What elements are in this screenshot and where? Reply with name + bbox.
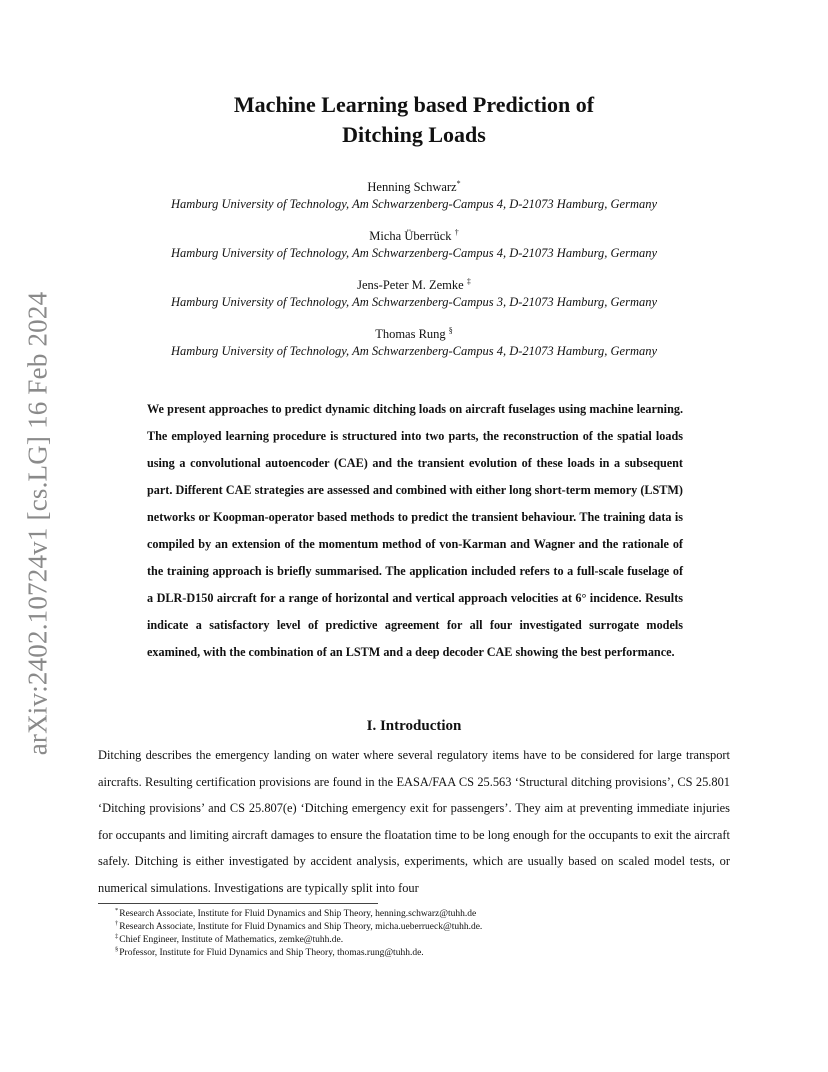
- footnote: [115, 934, 715, 947]
- author-footnote-mark: †: [454, 227, 459, 237]
- author-block: [0, 325, 828, 374]
- author-name: Thomas Rung: [375, 327, 446, 341]
- footnotes: [115, 908, 715, 960]
- footnote-text: Research Associate, Institute for Fluid Dynamics and Ship Theory, micha.ueberrueck@tuhh.de.: [119, 922, 483, 932]
- author-affiliation: Hamburg University of Technology, Am Schwarzenberg-Campus 4, D-21073 Hamburg, Germany: [170, 344, 658, 358]
- author-block: [0, 227, 828, 276]
- author-name: Henning Schwarz: [367, 180, 457, 194]
- author-list: [0, 178, 828, 374]
- author-block: [0, 178, 828, 227]
- footnote: [115, 908, 715, 921]
- author-footnote-mark: *: [456, 178, 461, 188]
- footnote-mark: ‡: [115, 932, 119, 940]
- footnote-mark: §: [115, 945, 119, 953]
- title-line-2: Ditching Loads: [342, 122, 486, 147]
- author-footnote-mark: §: [448, 325, 453, 335]
- abstract: We present approaches to predict dynamic ditching loads on aircraft fuselages using machine learning. The employed learning procedure is structured into two parts, the reconstruction of the spatial loads using a convolutional autoencoder (CAE) and the transient evolution of these loads in a subsequent part. Different CAE strategies are assessed and combined with either long short-term memory (LSTM) networks or Koopman-operator based methods to predict the transient behaviour. The training data is compiled by an extension of the momentum method of von-Karman and Wagner and the rationale of the training approach is briefly summarised. The application included refers to a full-scale fuselage of a DLR-D150 aircraft for a range of horizontal and vertical approach velocities at 6° incidence. Results indicate a satisfactory level of predictive agreement for all four investigated surrogate models examined, with the combination of an LSTM and a deep decoder CAE showing the best performance.: [147, 402, 683, 659]
- author-footnote-mark: ‡: [466, 276, 471, 286]
- section-heading: I. Introduction: [366, 718, 462, 734]
- footnote-text: Professor, Institute for Fluid Dynamics and Ship Theory, thomas.rung@tuhh.de.: [119, 948, 424, 958]
- title-line-1: Machine Learning based Prediction of: [233, 92, 595, 117]
- footnote-text: Research Associate, Institute for Fluid Dynamics and Ship Theory, henning.schwarz@tuhh.de: [119, 909, 477, 919]
- author-name: Jens-Peter M. Zemke: [357, 278, 464, 292]
- author-name: Micha Überrück: [369, 229, 452, 243]
- author-affiliation: Hamburg University of Technology, Am Schwarzenberg-Campus 4, D-21073 Hamburg, Germany: [170, 246, 658, 260]
- arxiv-identifier: arXiv:2402.10724v1 [cs.LG] 16 Feb 2024: [22, 291, 53, 755]
- author-block: [0, 276, 828, 325]
- footnote-mark: *: [115, 906, 119, 914]
- footnote-divider: [98, 903, 378, 904]
- footnote: [115, 921, 715, 934]
- introduction-paragraph: Ditching describes the emergency landing on water where several regulatory items have to be considered for large transport aircrafts. Resulting certification provisions are found in the EASA/FAA CS 25.563 ‘Structural ditching provisions’, CS 25.801 ‘Ditching provisions’ and CS 25.807(e) ‘Ditching emergency exit for passengers’. They aim at preventing immediate injuries for occupants and limiting aircraft damages to ensure the floatation time to be long enough for the occupants to exit the aircraft safely. Ditching is either investigated by accident analysis, experiments, which are usually based on scaled model tests, or numerical simulations. Investigations are typically split into four: [98, 748, 730, 895]
- author-affiliation: Hamburg University of Technology, Am Schwarzenberg-Campus 4, D-21073 Hamburg, Germany: [170, 197, 658, 211]
- footnote-mark: †: [115, 919, 119, 927]
- footnote-text: Chief Engineer, Institute of Mathematics, zemke@tuhh.de.: [119, 935, 344, 945]
- paper-title: [0, 90, 828, 150]
- author-affiliation: Hamburg University of Technology, Am Schwarzenberg-Campus 3, D-21073 Hamburg, Germany: [170, 295, 658, 309]
- footnote: [115, 947, 715, 960]
